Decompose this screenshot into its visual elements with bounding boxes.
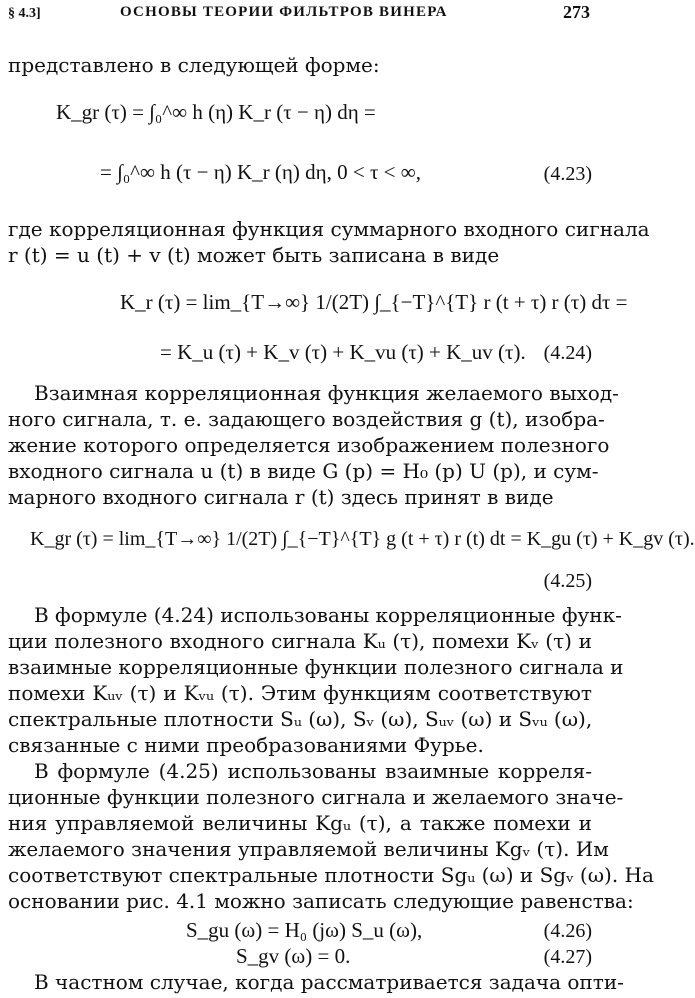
running-header bbox=[0, 0, 600, 30]
equation-4-26: S_gu (ω) = H₀ (jω) S_u (ω), bbox=[186, 918, 423, 942]
text-line: взаимные корреляционные функции полезного сигнала и bbox=[8, 655, 624, 679]
text-line: желаемого значения управляемой величины Kgᵥ (τ). Им bbox=[8, 837, 609, 861]
text-line: В формуле (4.25) использованы взаимные корреля- bbox=[34, 759, 592, 783]
text-line: ции полезного входного сигнала Kᵤ (τ), помехи Kᵥ (τ) и bbox=[8, 629, 592, 653]
text-line: В формуле (4.24) использованы корреляционные функ- bbox=[34, 603, 622, 627]
equation-4-25: K_gr (τ) = lim_{T→∞} 1/(2T) ∫_{−T}^{T} g (t + τ) r (t) dt = K_gu (τ) + K_gv (τ). bbox=[30, 528, 695, 550]
text-line: r (t) = u (t) + v (t) может быть записана в виде bbox=[8, 243, 500, 267]
equation-number: (4.27) bbox=[543, 946, 592, 968]
text-line: где корреляционная функция суммарного входного сигнала bbox=[8, 217, 650, 241]
equation-4-24-line-2: = K_u (τ) + K_v (τ) + K_vu (τ) + K_uv (τ). bbox=[160, 340, 526, 364]
text-line: жение которого определяется изображением полезного bbox=[8, 433, 610, 457]
text-line: основании рис. 4.1 можно записать следующие равенства: bbox=[8, 889, 634, 913]
equation-number: (4.26) bbox=[543, 920, 592, 942]
section-ref: § 4.3] bbox=[8, 6, 41, 21]
text-line: соответствуют спектральные плотности Sgᵤ (ω) и Sgᵥ (ω). На bbox=[8, 863, 654, 887]
text-line: спектральные плотности Sᵤ (ω), Sᵥ (ω), Sᵤᵥ (ω) и Sᵥᵤ (ω), bbox=[8, 707, 593, 731]
text-line: В частном случае, когда рассматривается задача опти- bbox=[34, 970, 624, 994]
text-line: ционные функции полезного сигнала и желаемого значе- bbox=[8, 785, 624, 809]
text-line: Взаимная корреляционная функция желаемого выход- bbox=[34, 381, 619, 405]
running-title: ОСНОВЫ ТЕОРИИ ФИЛЬТРОВ ВИНЕРА bbox=[120, 4, 448, 20]
text-line: ного сигнала, т. е. задающего воздействия g (t), изобра- bbox=[8, 407, 605, 431]
equation-4-24-line-1: K_r (τ) = lim_{T→∞} 1/(2T) ∫_{−T}^{T} r (t + τ) r (τ) dτ = bbox=[120, 290, 628, 314]
page-number: 273 bbox=[563, 2, 590, 22]
equation-4-27: S_gv (ω) = 0. bbox=[236, 944, 351, 968]
equation-number: (4.24) bbox=[543, 342, 592, 364]
equation-number: (4.23) bbox=[543, 163, 592, 185]
text-line: помехи Kᵤᵥ (τ) и Kᵥᵤ (τ). Этим функциям соответствуют bbox=[8, 681, 592, 705]
text-line: марного входного сигнала r (t) здесь принят в виде bbox=[8, 485, 554, 509]
text-line: связанные с ними преобразованиями Фурье. bbox=[8, 733, 484, 757]
text-line: представлено в следующей форме: bbox=[8, 53, 380, 77]
equation-4-23-line-2: = ∫₀^∞ h (τ − η) K_r (η) dη, 0 < τ < ∞, bbox=[100, 160, 421, 184]
text-line: входного сигнала u (t) в виде G (p) = H₀ (p) U (p), и сум- bbox=[8, 459, 599, 483]
equation-number: (4.25) bbox=[543, 570, 592, 592]
text-line: ния управляемой величины Kgᵤ (τ), а также помехи и bbox=[8, 811, 592, 835]
equation-4-23-line-1: K_gr (τ) = ∫₀^∞ h (η) K_r (τ − η) dη = bbox=[56, 100, 376, 124]
